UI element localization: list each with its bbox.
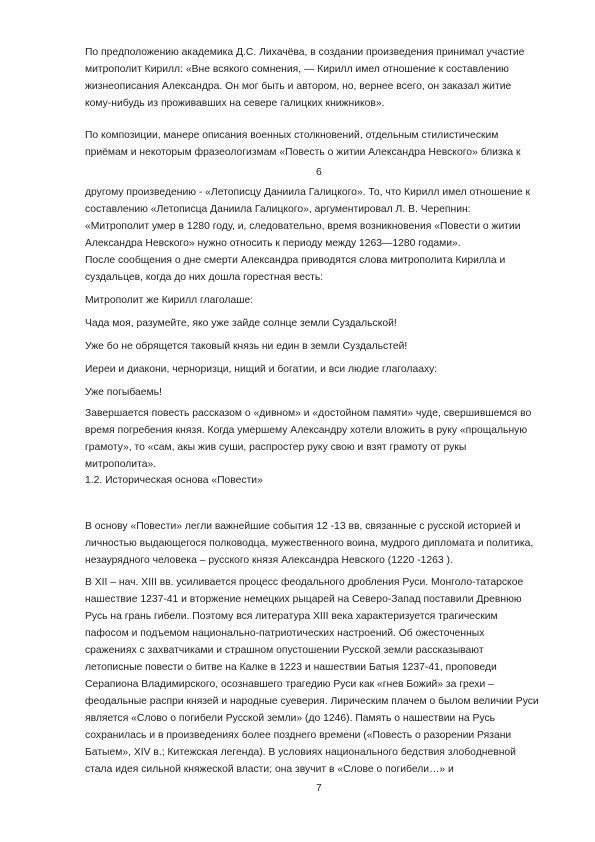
text-line: митрополита».	[85, 459, 157, 470]
paragraph-quote-intro	[85, 292, 527, 309]
text-line: «Митрополит умер в 1280 году, и, следовательно, время возникновения «Повести о житии	[85, 221, 521, 232]
paragraph-historical-basis	[85, 518, 534, 569]
text-line: Уже погыбаемь!	[85, 387, 162, 398]
text-line: личностью выдающегося полководца, мужественного воина, мудрого дипломата и политика,	[85, 538, 534, 549]
text-line: митрополит Кирилл: «Вне всякого сомнения, — Кирилл имел отношение к составлению	[85, 64, 509, 75]
text-line: летописные повести о битве на Калке в 1223 и нашествии Батыя 1237-41, проповеди	[85, 662, 497, 673]
text-line: другому произведению - «Летописцу Даниила Галицкого». То, что Кирилл имел отношение к	[85, 187, 530, 198]
paragraph-composition	[85, 127, 527, 161]
paragraph-quote-line-3	[85, 361, 527, 378]
text-line: составлению «Летописца Даниила Галицкого», аргументировал Л. В. Черепнин:	[85, 204, 471, 215]
page-number: 7	[316, 783, 322, 794]
text-line: В основу «Повести» легли важнейшие события 12 -13 вв, связанные с русской историей и	[85, 521, 521, 532]
paragraph-likhachev	[85, 44, 527, 112]
text-line: феодальные распри князей и народные суеверия. Лирическим плачем о былом величии Руси	[85, 696, 539, 707]
text-line: Митрополит же Кирилл глаголаше:	[85, 295, 254, 306]
text-line: пафосом и подъемом национально-патриотических настроений. Об ожесточенных	[85, 628, 485, 639]
text-line: После сообщения о дне смерти Александра приводятся слова митрополита Кирилла и	[85, 255, 506, 266]
text-line: сражениях с захватчиками и страшном опустошении Русской земли рассказывают	[85, 645, 484, 656]
section-heading	[85, 472, 527, 489]
text-line: Серапиона Владимирского, осознавшего трагедию Руси как «гнев Божий» за грехи –	[85, 679, 494, 690]
text-line: В XII – нач. XIII вв. усиливается процесс феодального дробления Руси. Монголо-татарское	[85, 577, 524, 588]
paragraph-miracle	[85, 405, 532, 473]
text-line: Уже бо не обрящется таковый князь ни един в земли Суздальстей!	[85, 341, 408, 352]
text-line: время погребения князя. Когда умершему Александру хотели вложить в руку «прощальную	[85, 425, 528, 436]
text-line: грамоту», то «сам, акы жив суши, распростер руку свою и взят грамоту от рукы	[85, 442, 467, 453]
text-line: незаурядного человека – русского князя Александра Невского (1220 -1263 ).	[85, 555, 453, 566]
text-line: нашествие 1237-41 и вторжение немецких рыцарей на Северо-Запад поставили Древнюю	[85, 594, 522, 605]
paragraph-death-message	[85, 252, 527, 286]
text-line: Иереи и диакони, черноризци, нищий и богатии, и вси людие глаголааху:	[85, 364, 438, 375]
text-line: Русь на грань гибели. Поэтому вся литература XIII века характеризуется трагическим	[85, 611, 498, 622]
heading-text: 1.2. Историческая основа «Повести»	[85, 475, 263, 486]
text-line: стала идея сильной княжеской власти; она звучит в «Слове о погибели…» и	[85, 764, 454, 775]
text-line: Батыем», XIV в.; Китежская легенда). В условиях национального бедствия злободневной	[85, 747, 516, 758]
text-line: По предположению академика Д.С. Лихачёва, в создании произведения принимал участие	[85, 47, 525, 58]
text-line: По композиции, манере описания военных столкновений, отдельным стилистическим	[85, 130, 499, 141]
text-line: Александра Невского» нужно относить к периоду между 1263—1280 годами».	[85, 238, 461, 249]
paragraph-quote-line-2	[85, 338, 527, 355]
paragraph-fragmentation	[85, 574, 539, 778]
text-line: кому-нибудь из проживавших на севере галицких книжников».	[85, 98, 385, 109]
paragraph-quote-line-1	[85, 315, 527, 332]
paragraph-quote-line-4	[85, 384, 527, 401]
text-line: сохранилась и в произведениях более позднего времени («Повесть о разорении Рязани	[85, 730, 512, 741]
text-line: Завершается повесть рассказом о «дивном» и «достойном памяти» чуде, свершившемся во	[85, 408, 532, 419]
text-line: является «Слово о погибели Русской земли» (до 1246). Память о нашествии на Русь	[85, 713, 496, 724]
paragraph-cherepnin	[85, 184, 530, 252]
page-number: 6	[316, 167, 322, 178]
text-line: суздальцев, когда до них дошла горестная весть:	[85, 272, 324, 283]
text-line: Чада моя, разумейте, яко уже зайде солнце земли Суздальской!	[85, 318, 397, 329]
text-line: жизнеописания Александра. Он мог быть и автором, но, вернее всего, он заказал житие	[85, 81, 512, 92]
text-line: приёмам и некоторым фразеологизмам «Повесть о житии Александра Невского» близка к	[85, 147, 521, 158]
